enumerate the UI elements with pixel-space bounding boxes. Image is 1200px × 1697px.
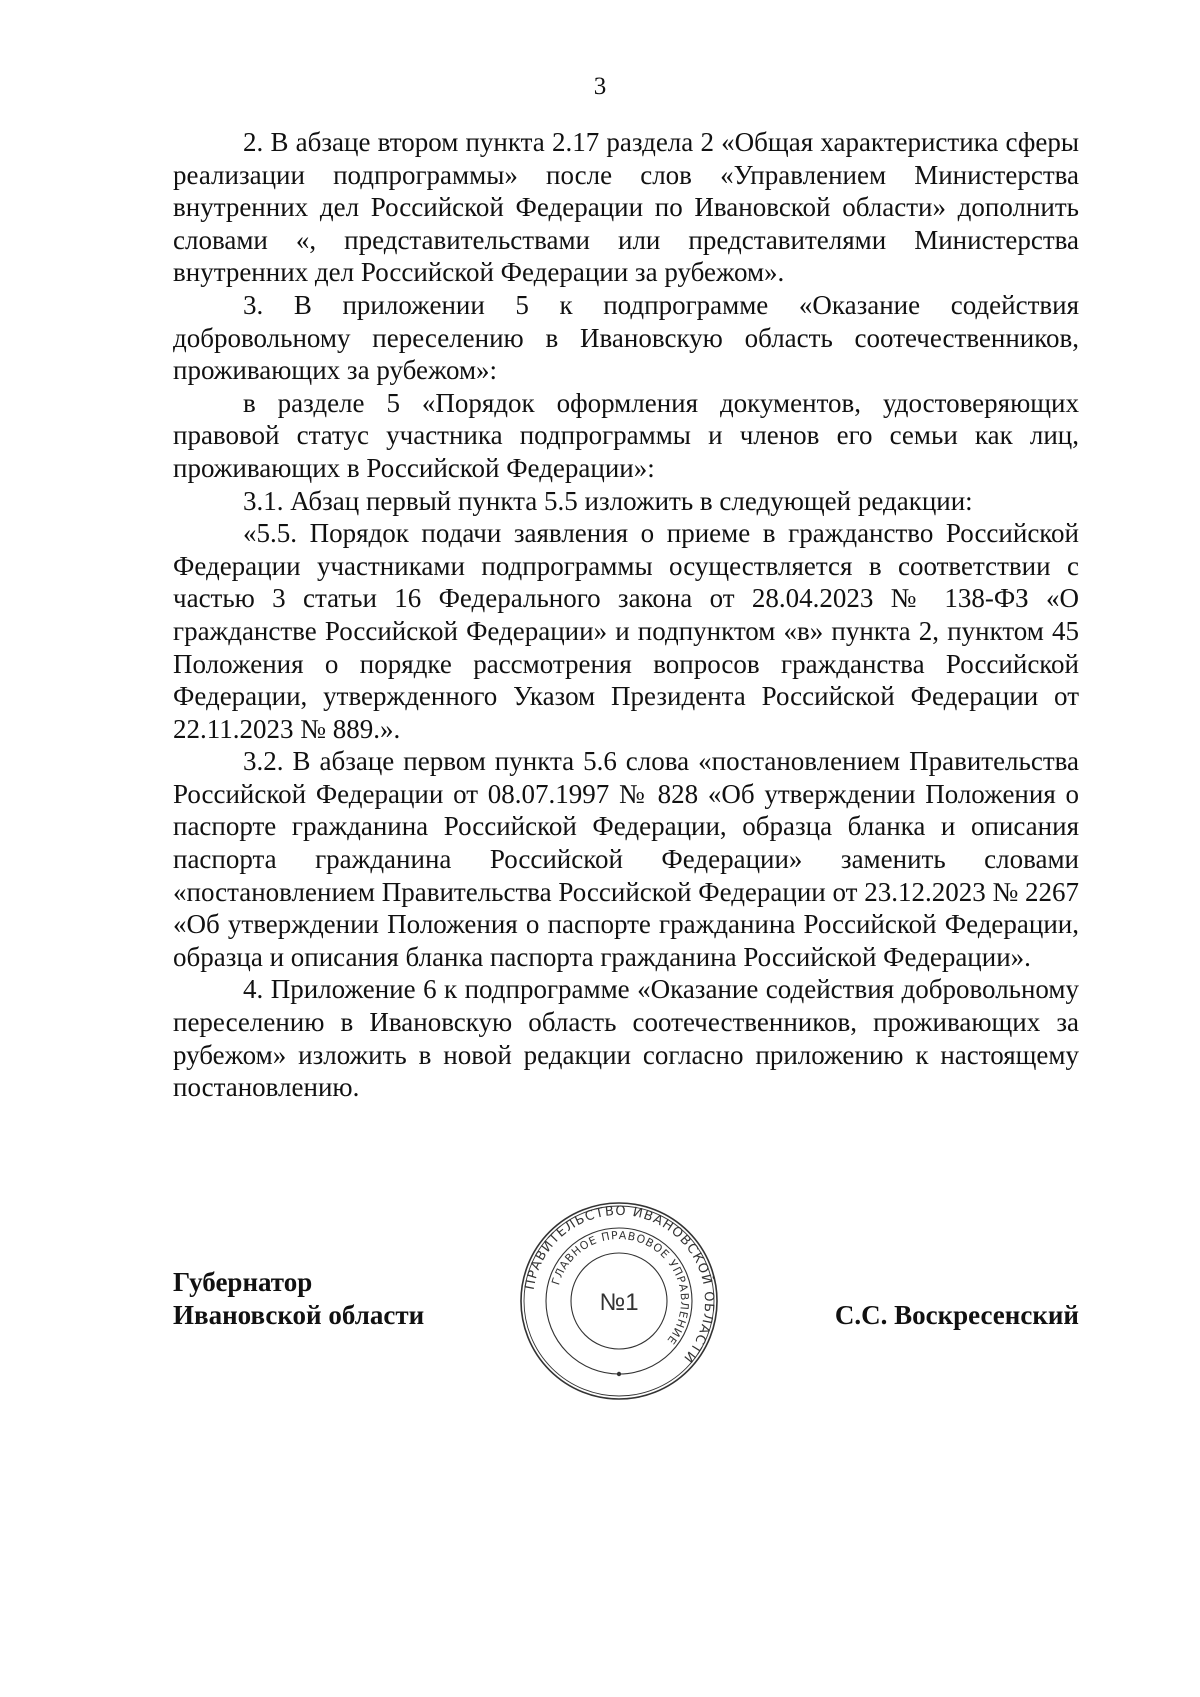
seal-outer-text: ПРАВИТЕЛЬСТВО ИВАНОВСКОЙ ОБЛАСТИ: [522, 1203, 717, 1366]
seal-star-icon: [617, 1372, 621, 1376]
paragraph-section-5: в разделе 5 «Порядок оформления документов, удостоверяющих правовой статус участника подпрограммы и членов его семьи как лиц, проживающих в Российской Федерации»:: [173, 387, 1079, 483]
signer-region: Ивановской области: [173, 1300, 425, 1330]
paragraph-item-3: 3. В приложении 5 к подпрограмме «Оказание содействия добровольному переселению в Ивановскую область соотечественников, проживающих за рубежом»:: [173, 289, 1079, 386]
signer-name: С.С. Воскресенский: [834, 1300, 1079, 1330]
paragraph-item-3-2: 3.2. В абзаце первом пункта 5.6 слова «постановлением Правительства Российской Федерации от 08.07.1997 № 828 «Об утверждении Положения о паспорте гражданина Российской Федерации, образца бланка и описания паспорта гражданина Российской Федерации» заменить словами «постановлением Правительства Российской Федерации от 23.12.2023 № 2267 «Об утверждении Положения о паспорте гражданина Российской Федерации, образца и описания бланка паспорта гражданина Российской Федерации».: [173, 746, 1079, 972]
official-seal: [519, 1201, 719, 1401]
paragraph-item-2: 2. В абзаце втором пункта 2.17 раздела 2 «Общая характеристика сферы реализации подпрограммы» после слов «Управлением Министерства внутренних дел Российской Федерации по Ивановской области» дополнить словами «, представительствами или представителями Министерства внутренних дел Российской Федерации за рубежом».: [173, 127, 1079, 288]
paragraph-item-3-1: 3.1. Абзац первый пункта 5.5 изложить в следующей редакции:: [243, 485, 973, 516]
paragraph-quote-5-5: «5.5. Порядок подачи заявления о приеме в гражданство Российской Федерации участниками подпрограммы осуществляется в соответствии с частью 3 статьи 16 Федерального закона от 28.04.2023 № 138-ФЗ «О гражданстве Российской Федерации» и подпунктом «в» пункта 2, пунктом 45 Положения о порядке рассмотрения вопросов гражданства Российской Федерации, утвержденного Указом Президента Российской Федерации от 22.11.2023 № 889.».: [173, 518, 1079, 744]
seal-center-number: №1: [599, 1289, 639, 1316]
document-body: [173, 126, 1079, 1104]
paragraph-item-4: 4. Приложение 6 к подпрограмме «Оказание содействия добровольному переселению в Ивановскую область соотечественников, проживающих за рубежом» изложить в новой редакции согласно приложению к настоящему постановлению.: [173, 974, 1079, 1103]
page-number: 3: [593, 73, 607, 100]
signer-title: Губернатор: [173, 1267, 313, 1297]
seal-inner-text: ГЛАВНОЕ ПРАВОВОЕ УПРАВЛЕНИЕ: [549, 1228, 692, 1348]
signer-position: [173, 1266, 424, 1332]
